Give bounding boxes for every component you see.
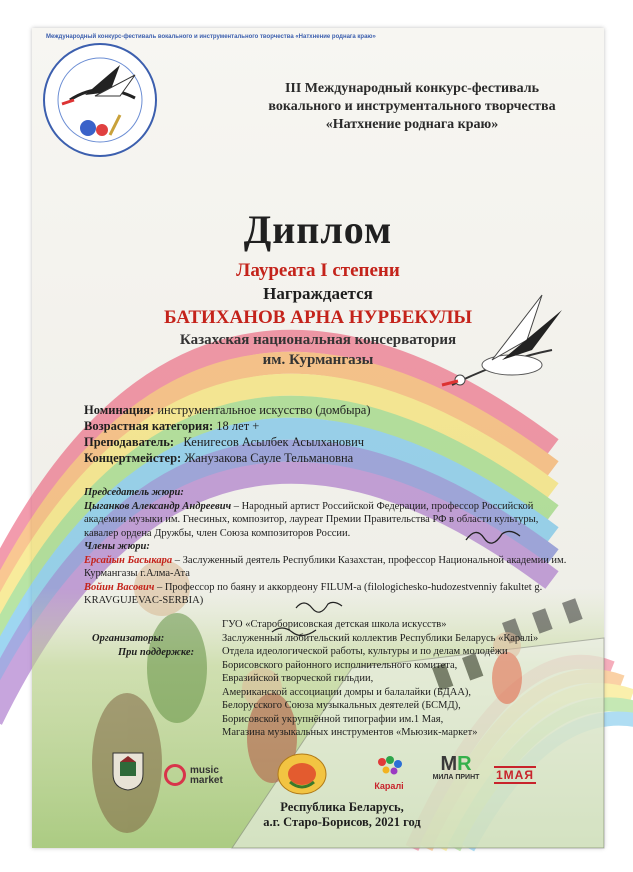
support-item: Евразийской творческой гильдии, bbox=[222, 673, 374, 684]
karali-text: Каралі bbox=[374, 781, 404, 791]
organizer-item: Заслуженный любительский коллектив Республики Беларусь «Каралі» bbox=[222, 632, 539, 644]
music-market-icon bbox=[164, 764, 186, 786]
jury-member-1-name: Ерсайын Басыкара bbox=[84, 554, 173, 566]
jury-member-1-desc: – Заслуженный деятель Республики Казахстан, профессор Национальной академии им. Курмангазы г.Алма-Ата bbox=[84, 554, 567, 579]
header-line-1: III Международный конкурс-фестиваль bbox=[284, 81, 540, 96]
support-item: Белорусского Союза музыкальных деятелей (БСМД), bbox=[222, 700, 461, 711]
support-item: Борисовского районного исполнительного комитета, bbox=[222, 659, 458, 671]
festival-logo-bottom bbox=[276, 752, 328, 796]
jury-chair-name: Цыганков Александр Андреевич bbox=[84, 500, 232, 512]
jury-chair-label: Председатель жюри: bbox=[84, 487, 184, 498]
jury-member-1 bbox=[84, 554, 572, 581]
footer-line-1: Республика Беларусь, bbox=[280, 800, 404, 814]
music-market-logo bbox=[164, 762, 254, 792]
coat-of-arms-logo bbox=[110, 750, 146, 792]
jury-chair-desc: – Народный артист Российской Федерации, профессор Российской академии музыки им. Гнесиных, композитор, лауреат Премии Правительства РФ в области культуры, кавалер ордена Дружбы, член Союза композиторов России. bbox=[84, 500, 539, 539]
institution-line-1: Казахская национальная консерватория bbox=[179, 332, 457, 348]
festival-emblem bbox=[40, 40, 160, 160]
coat-of-arms-icon bbox=[110, 750, 146, 792]
support-label: При поддержке: bbox=[118, 647, 195, 658]
institution-line-2: им. Курмангазы bbox=[262, 352, 374, 368]
footer bbox=[212, 800, 472, 830]
footer-line-2: а.г. Старо-Борисов, 2021 год bbox=[263, 815, 421, 829]
accompanist-row bbox=[84, 450, 554, 466]
maya-logo bbox=[494, 766, 560, 786]
organizers-list bbox=[222, 618, 582, 645]
accompanist-label: Концертмейстер: bbox=[84, 451, 182, 465]
age-label: Возрастная категория: bbox=[84, 419, 214, 433]
diploma-title: Диплом bbox=[243, 207, 393, 252]
nomination-row bbox=[84, 402, 554, 418]
awardee-name: БАТИХАНОВ АРНА НУРБЕКУЛЫ bbox=[163, 307, 473, 328]
accompanist-value: Жанузакова Сауле Тельмановна bbox=[184, 451, 354, 465]
karali-logo bbox=[366, 754, 412, 794]
mila-print-text: МИЛА ПРИНТ bbox=[432, 774, 480, 781]
header-line-3: «Натхнение роднага краю» bbox=[325, 117, 499, 132]
teacher-row bbox=[84, 434, 554, 450]
support-item: Американской ассоциации домры и балалайки (БДАА), bbox=[222, 686, 472, 698]
header-line-2: вокального и инструментального творчества bbox=[268, 99, 556, 114]
maya-text: 1МАЯ bbox=[496, 768, 534, 782]
music-market-text: music market bbox=[190, 765, 223, 786]
support-item: Борисовской укрупнённой типографии им.1 Мая, bbox=[222, 713, 444, 725]
degree-line: Лауреата I степени bbox=[236, 260, 400, 281]
age-value: 18 лет + bbox=[216, 419, 260, 433]
jury-member-2-name: Войин Васович bbox=[84, 581, 155, 593]
teacher-value: Кенигесов Асылбек Асылханович bbox=[183, 435, 365, 449]
member-1-signature bbox=[294, 596, 344, 614]
nomination-label: Номинация: bbox=[84, 403, 155, 417]
jury-members-label: Члены жюри: bbox=[84, 541, 150, 552]
organizers-label: Организаторы: bbox=[92, 633, 165, 644]
festival-bottom-icon bbox=[276, 752, 328, 796]
support-item: Магазина музыкальных инструментов «Мьюзик-маркет» bbox=[222, 727, 478, 738]
teacher-label: Преподаватель: bbox=[84, 435, 175, 449]
mila-mr-icon: MR bbox=[440, 753, 472, 775]
jury-member-2-desc: – Профессор по баяну и аккордеону FILUM-a (filologichesko-hudozestvenniy fakultet g. KRAVGUJEVAC-SERBIA) bbox=[84, 581, 543, 606]
nomination-value: инструментальное искусство (домбыра) bbox=[157, 403, 371, 417]
mila-print-logo bbox=[428, 754, 484, 794]
jury-block bbox=[84, 486, 572, 608]
details-block bbox=[84, 402, 554, 466]
festival-header bbox=[242, 80, 582, 134]
emblem-ring-text: Международный конкурс-фестиваль вокального и инструментального творчества «Натхнение роднага краю» bbox=[46, 34, 376, 40]
diploma-sheet bbox=[32, 28, 604, 848]
age-row bbox=[84, 418, 554, 434]
awarded-line: Награждается bbox=[263, 284, 373, 303]
support-list bbox=[222, 645, 582, 740]
organizer-item: ГУО «Староборисовская детская школа искусств» bbox=[222, 619, 447, 630]
chair-signature bbox=[464, 524, 524, 546]
karali-icon bbox=[374, 754, 404, 776]
support-item: Отдела идеологической работы, культуры и по делам молодёжи bbox=[222, 646, 508, 657]
